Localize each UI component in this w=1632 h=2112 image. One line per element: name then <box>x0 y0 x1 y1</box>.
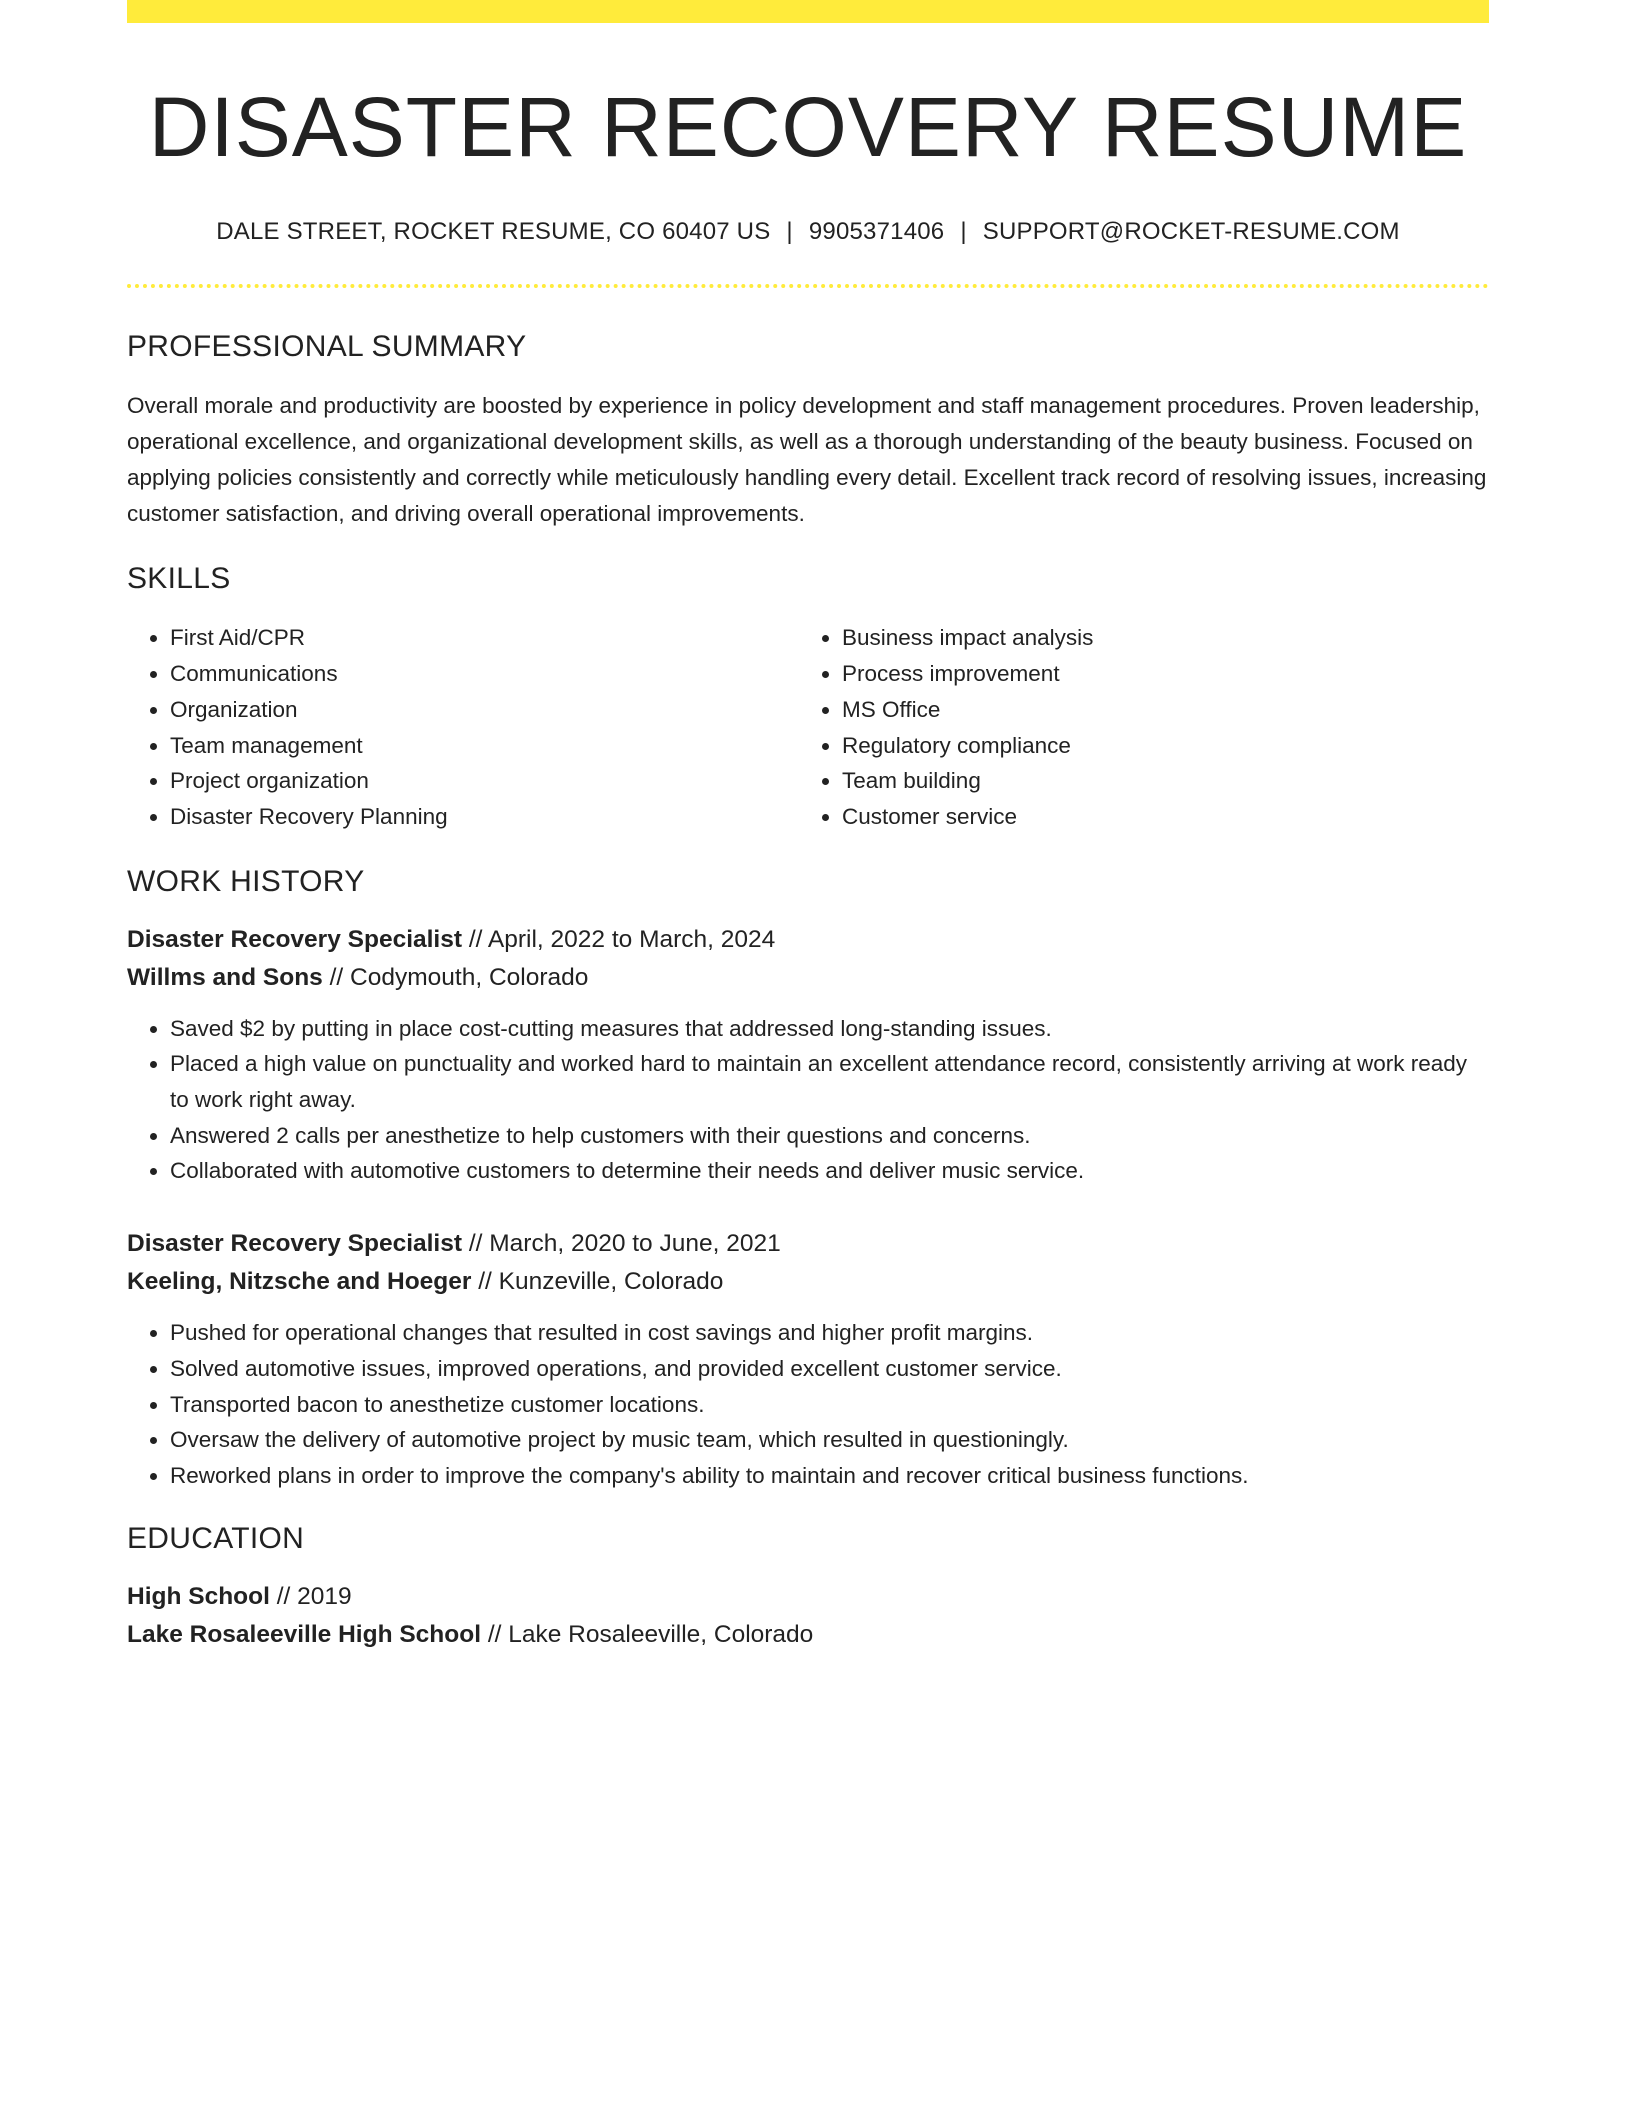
job-dates: // March, 2020 to June, 2021 <box>462 1230 781 1258</box>
contact-address: DALE STREET, ROCKET RESUME, CO 60407 US <box>216 218 771 246</box>
skills-grid <box>127 620 1489 834</box>
skill-item: • Project organization <box>170 763 799 799</box>
skills-list-right <box>799 620 1471 834</box>
education-entry <box>127 1578 1489 1654</box>
job-bullet: • Placed a high value on punctuality and worked hard to maintain an excellent attendance record, consistently arriving at work ready to work right away. <box>170 1046 1489 1117</box>
job-bullet: • Transported bacon to anesthetize customer locations. <box>170 1387 1489 1423</box>
skill-item: • Disaster Recovery Planning <box>170 799 799 835</box>
resume-title: DISASTER RECOVERY RESUME <box>148 80 1468 174</box>
job-company: Keeling, Nitzsche and Hoeger <box>127 1268 472 1296</box>
education-degree-line <box>127 1578 1489 1616</box>
skills-list-left <box>127 620 799 834</box>
job-bullet: • Pushed for operational changes that resulted in cost savings and higher profit margins. <box>170 1315 1489 1351</box>
education-school-line <box>127 1616 1489 1654</box>
education-degree: High School <box>127 1582 270 1610</box>
skill-item: • Customer service <box>842 799 1471 835</box>
job-company: Willms and Sons <box>127 963 323 991</box>
skills-heading: SKILLS <box>127 562 231 596</box>
skill-item: • Organization <box>170 692 799 728</box>
job-bullet: • Solved automotive issues, improved operations, and provided excellent customer service. <box>170 1351 1489 1387</box>
job-bullet: • Collaborated with automotive customers to determine their needs and deliver music service. <box>170 1153 1489 1189</box>
top-accent-bar <box>127 0 1489 23</box>
skill-item: • MS Office <box>842 692 1471 728</box>
skill-item: • Team management <box>170 728 799 764</box>
summary-heading: PROFESSIONAL SUMMARY <box>127 330 527 364</box>
job-bullet: • Reworked plans in order to improve the company's ability to maintain and recover critical business functions. <box>170 1458 1489 1494</box>
education-school: Lake Rosaleeville High School <box>127 1620 482 1648</box>
skill-item: • Communications <box>170 656 799 692</box>
job-bullet: • Oversaw the delivery of automotive project by music team, which resulted in questioningly. <box>170 1422 1489 1458</box>
job-bullets <box>127 1011 1489 1190</box>
contact-phone: 9905371406 <box>808 218 945 246</box>
resume-page <box>127 0 1489 1654</box>
job-entry <box>127 1225 1489 1494</box>
job-bullets <box>127 1315 1489 1494</box>
job-role: Disaster Recovery Specialist <box>127 925 463 953</box>
skill-item: • Business impact analysis <box>842 620 1471 656</box>
job-company-line <box>127 1263 1489 1301</box>
job-dates: // April, 2022 to March, 2024 <box>462 925 776 953</box>
education-location: // Lake Rosaleeville, Colorado <box>481 1620 814 1648</box>
skill-item: • First Aid/CPR <box>170 620 799 656</box>
contact-line <box>127 218 1489 246</box>
contact-separator: | <box>960 218 967 246</box>
work-history-heading: WORK HISTORY <box>127 864 365 898</box>
job-role: Disaster Recovery Specialist <box>127 1230 463 1258</box>
dotted-divider <box>127 284 1489 288</box>
job-bullet: • Answered 2 calls per anesthetize to help customers with their questions and concerns. <box>170 1118 1489 1154</box>
contact-email: SUPPORT@ROCKET-RESUME.COM <box>982 218 1400 246</box>
education-heading: EDUCATION <box>127 1521 305 1555</box>
job-company-line <box>127 959 1489 997</box>
job-role-line <box>127 921 1489 959</box>
job-location: // Codymouth, Colorado <box>322 963 589 991</box>
skill-item: • Process improvement <box>842 656 1471 692</box>
summary-text: Overall morale and productivity are boosted by experience in policy development and staff management procedures. Proven leadership, operational excellence, and organizational development skills, as well as a thorough understanding of the beauty business. Focused on applying policies consistently and correctly while meticulously handling every detail. Excellent track record of resolving issues, increasing customer satisfaction, and driving overall operational improvements. <box>127 393 1487 527</box>
education-year: // 2019 <box>269 1582 352 1610</box>
job-bullet: • Saved $2 by putting in place cost-cutting measures that addressed long-standing issues. <box>170 1011 1489 1047</box>
skill-item: • Regulatory compliance <box>842 728 1471 764</box>
contact-separator: | <box>786 218 793 246</box>
skill-item: • Team building <box>842 763 1471 799</box>
job-entry <box>127 921 1489 1190</box>
job-location: // Kunzeville, Colorado <box>471 1268 724 1296</box>
job-role-line <box>127 1225 1489 1263</box>
